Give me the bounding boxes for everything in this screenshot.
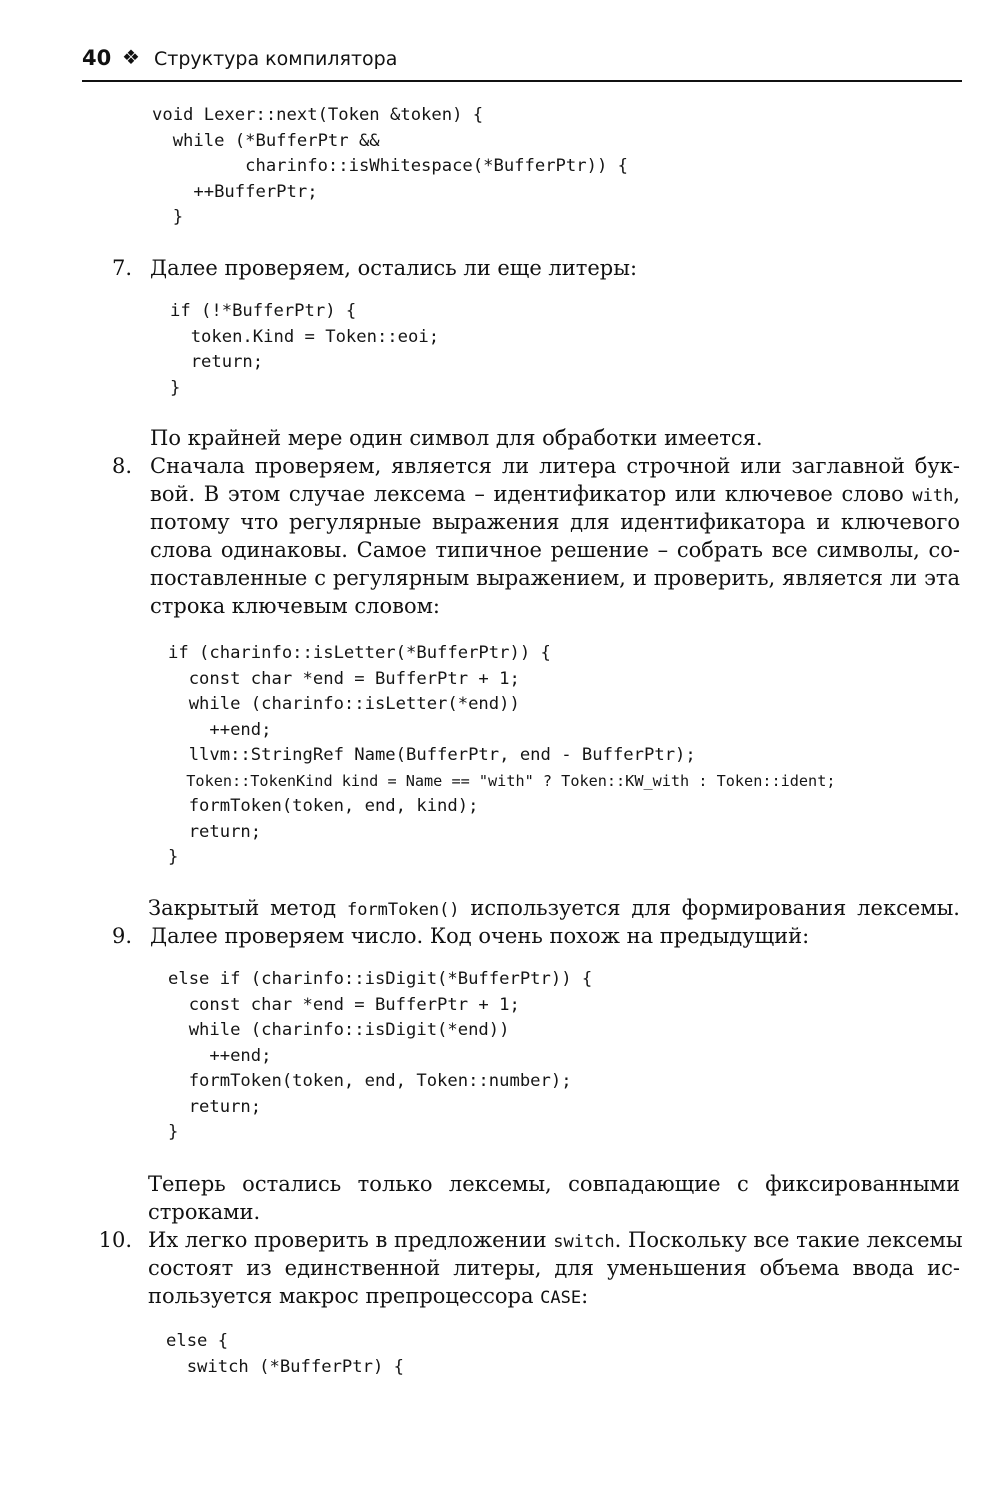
code-line: return; (168, 821, 262, 842)
step-8-text (150, 452, 960, 620)
step-number: 8. (111, 454, 132, 478)
code-line: } (168, 1122, 179, 1142)
code-line: llvm::StringRef Name(BufferPtr, end - BufferPtr); (168, 745, 696, 765)
code-block-identifier (168, 641, 836, 871)
code-line: while (charinfo::isDigit(*end)) (168, 1020, 510, 1040)
paragraph-line (148, 1282, 960, 1310)
code-line: void Lexer::next(Token &token) { (152, 105, 484, 125)
paragraph-line: слова одинаковы. Самое типичное решение – собрать все символы, со- (150, 538, 960, 562)
code-line: formToken(token, end, kind); (168, 796, 479, 816)
text-run: вой. В этом случае лексема – идентификатор или ключевое слово (150, 482, 913, 506)
step-number: 10. (98, 1228, 132, 1252)
paragraph-after-identifier (148, 894, 960, 922)
paragraph-line: Теперь остались только лексемы, совпадающие с фиксированными (148, 1172, 960, 1196)
chapter-title: Структура компилятора (154, 48, 398, 70)
code-line: } (168, 847, 179, 867)
paragraph-line (148, 894, 960, 922)
text-run: : (581, 1284, 589, 1308)
code-line: while (*BufferPtr && (152, 130, 380, 151)
code-line: } (152, 207, 184, 227)
code-line: } (170, 377, 181, 398)
code-line: charinfo::isWhitespace(*BufferPtr)) { (152, 156, 628, 176)
code-block-lexer-next (152, 103, 628, 231)
paragraph-line: Сначала проверяем, является ли литера строчной или заглавной бук- (150, 454, 960, 478)
step-7-text (150, 254, 960, 282)
paragraph-line: Далее проверяем, остались ли еще литеры: (150, 256, 638, 280)
paragraph-line: поставленные с регулярным выражением, и проверить, является ли эта (150, 566, 960, 590)
inline-code: with (912, 486, 954, 506)
text-run: пользуется макрос препроцессора (148, 1284, 541, 1308)
paragraph-line: состоят из единственной литеры, для уменьшения объема ввода ис- (148, 1256, 960, 1280)
text-run: используется для формирования лексемы. (459, 896, 960, 920)
text-run: , (953, 482, 960, 506)
code-line: formToken(token, end, Token::number); (168, 1071, 572, 1091)
code-line: token.Kind = Token::eoi; (170, 326, 440, 347)
text-run: Закрытый метод (148, 896, 347, 920)
paragraph-line: строка ключевым словом: (150, 594, 441, 618)
code-line: ++end; (168, 1045, 272, 1066)
code-line: Token::TokenKind kind = Name == "with" ? Token::KW_with : Token::ident; (168, 771, 836, 790)
code-block-number (168, 967, 592, 1146)
paragraph-line: По крайней мере один символ для обработки имеется. (150, 426, 763, 450)
inline-code: switch (553, 1232, 615, 1252)
code-line: return; (168, 1096, 262, 1117)
paragraph-line (148, 1226, 963, 1254)
paragraph-line: потому что регулярные выражения для идентификатора и ключевого (150, 510, 960, 534)
code-line: return; (170, 352, 264, 372)
code-block-eoi-check (170, 299, 439, 401)
paragraph-line: строками. (148, 1200, 261, 1224)
step-9-text (150, 922, 960, 950)
page-number: 40 (82, 46, 112, 70)
paragraph-after-eoi (150, 424, 960, 452)
step-10-text (148, 1226, 963, 1310)
step-number: 7. (111, 256, 132, 280)
code-line: if (charinfo::isLetter(*BufferPtr)) { (168, 643, 551, 663)
code-line: while (charinfo::isLetter(*end)) (168, 694, 520, 714)
running-header (82, 44, 962, 82)
paragraph-line (150, 480, 960, 508)
inline-code: CASE (540, 1288, 582, 1308)
diamond-ornament-icon: ❖ (122, 45, 140, 69)
code-line: const char *end = BufferPtr + 1; (168, 994, 520, 1015)
text-run: . Поскольку все такие лексемы (614, 1228, 963, 1252)
step-number: 9. (111, 924, 132, 948)
code-line: else if (charinfo::isDigit(*BufferPtr)) { (168, 969, 593, 989)
code-line: const char *end = BufferPtr + 1; (168, 668, 520, 689)
code-line: switch (*BufferPtr) { (166, 1356, 404, 1377)
text-run: Их легко проверить в предложении (148, 1228, 554, 1252)
code-line: else { (166, 1331, 229, 1351)
paragraph-line: Далее проверяем число. Код очень похож на предыдущий: (150, 924, 810, 948)
paragraph-after-number (148, 1170, 960, 1226)
code-line: ++end; (168, 719, 272, 740)
code-block-switch (166, 1329, 404, 1380)
code-line: if (!*BufferPtr) { (170, 301, 357, 321)
code-line: ++BufferPtr; (152, 181, 318, 202)
inline-code: formToken() (346, 900, 460, 920)
